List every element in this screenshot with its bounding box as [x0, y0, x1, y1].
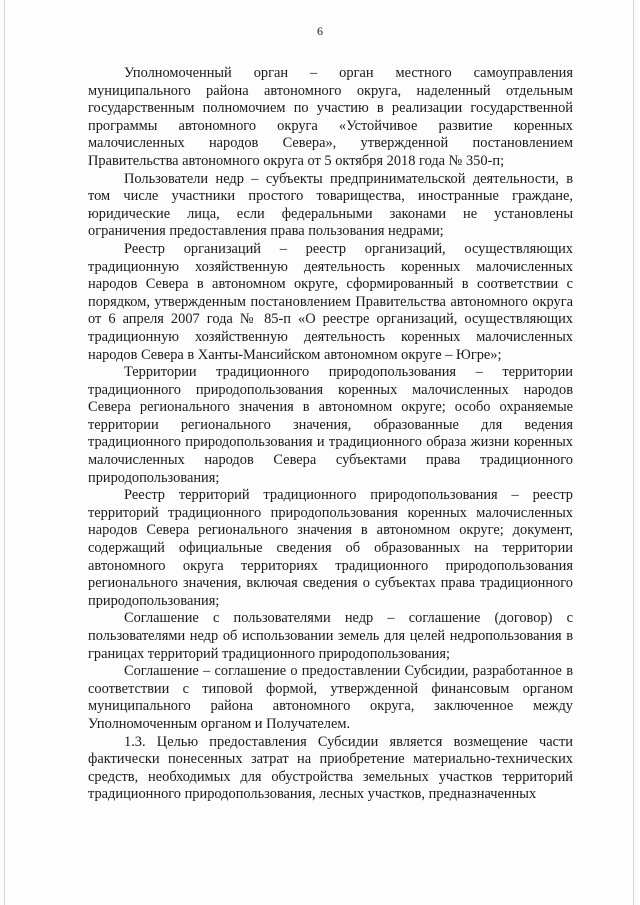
- scan-edge-right: [633, 0, 634, 905]
- definition-subsoil-agreement: Соглашение с пользователями недр – соглашение (договор) с пользователями недр об использовании земель для целей недропользования в границах территорий традиционного природопользования;: [88, 610, 573, 662]
- definition-traditional-territories: Территории традиционного природопользования – территории традиционного природопользования коренных малочисленных народов Севера регионального значения в автономном округе; особо охраняемые территории регионального значения, образованные для ведения традиционного природопользования и традиционного образа жизни коренных малочисленных народов Севера субъектами права традиционного природопользования;: [88, 364, 573, 486]
- page-number: 6: [317, 24, 323, 38]
- definition-subsoil-users: Пользователи недр – субъекты предпринимательской деятельности, в том числе участники простого товарищества, иностранные граждане, юридические лица, если федеральными законами не установлены ограничения предоставления права пользования недрами;: [88, 170, 573, 240]
- definition-authorized-body: Уполномоченный орган – орган местного самоуправления муниципального района автономного округа, наделенный отдельным государственным полномочием по участию в реализации государственной программы автономного округа «Устойчивое развитие коренных малочисленных народов Севера», утвержденной постановлением Правительства автономного округа от 5 октября 2018 года № 350-п;: [88, 65, 573, 169]
- definition-organization-registry: Реестр организаций – реестр организаций, осуществляющих традиционную хозяйственную деятельность коренных малочисленных народов Севера в автономном округе, сформированный в соответствии с порядком, утвержденным постановлением Правительства автономного округа от 6 апреля 2007 года № 85-п «О реестре организаций, осуществляющих традиционную хозяйственную деятельность коренных малочисленных народов Севера в Ханты-Мансийском автономном округе – Югре»;: [88, 240, 573, 363]
- definition-agreement: Соглашение – соглашение о предоставлении Субсидии, разработанное в соответствии с типовой формой, утвержденной финансовым органом муниципального района автономного округа, заключенное между Уполномоченным органом и Получателем.: [88, 663, 573, 732]
- definition-territory-registry: Реестр территорий традиционного природопользования – реестр территорий традиционного природопользования коренных малочисленных народов Севера регионального значения в автономном округе; документ, содержащий официальные сведения об образованных на территории автономного округа территориях традиционного природопользования регионального значения, включая сведения о субъектах права традиционного природопользования;: [88, 487, 573, 609]
- clause-1-3: 1.3. Целью предоставления Субсидии является возмещение части фактически понесенных затрат на приобретение материально-технических средств, необходимых для обустройства земельных участков территорий традиционного природопользования, лесных участков, предназначенных: [88, 733, 573, 803]
- document-body: [88, 65, 573, 804]
- scan-edge-left: [4, 0, 5, 905]
